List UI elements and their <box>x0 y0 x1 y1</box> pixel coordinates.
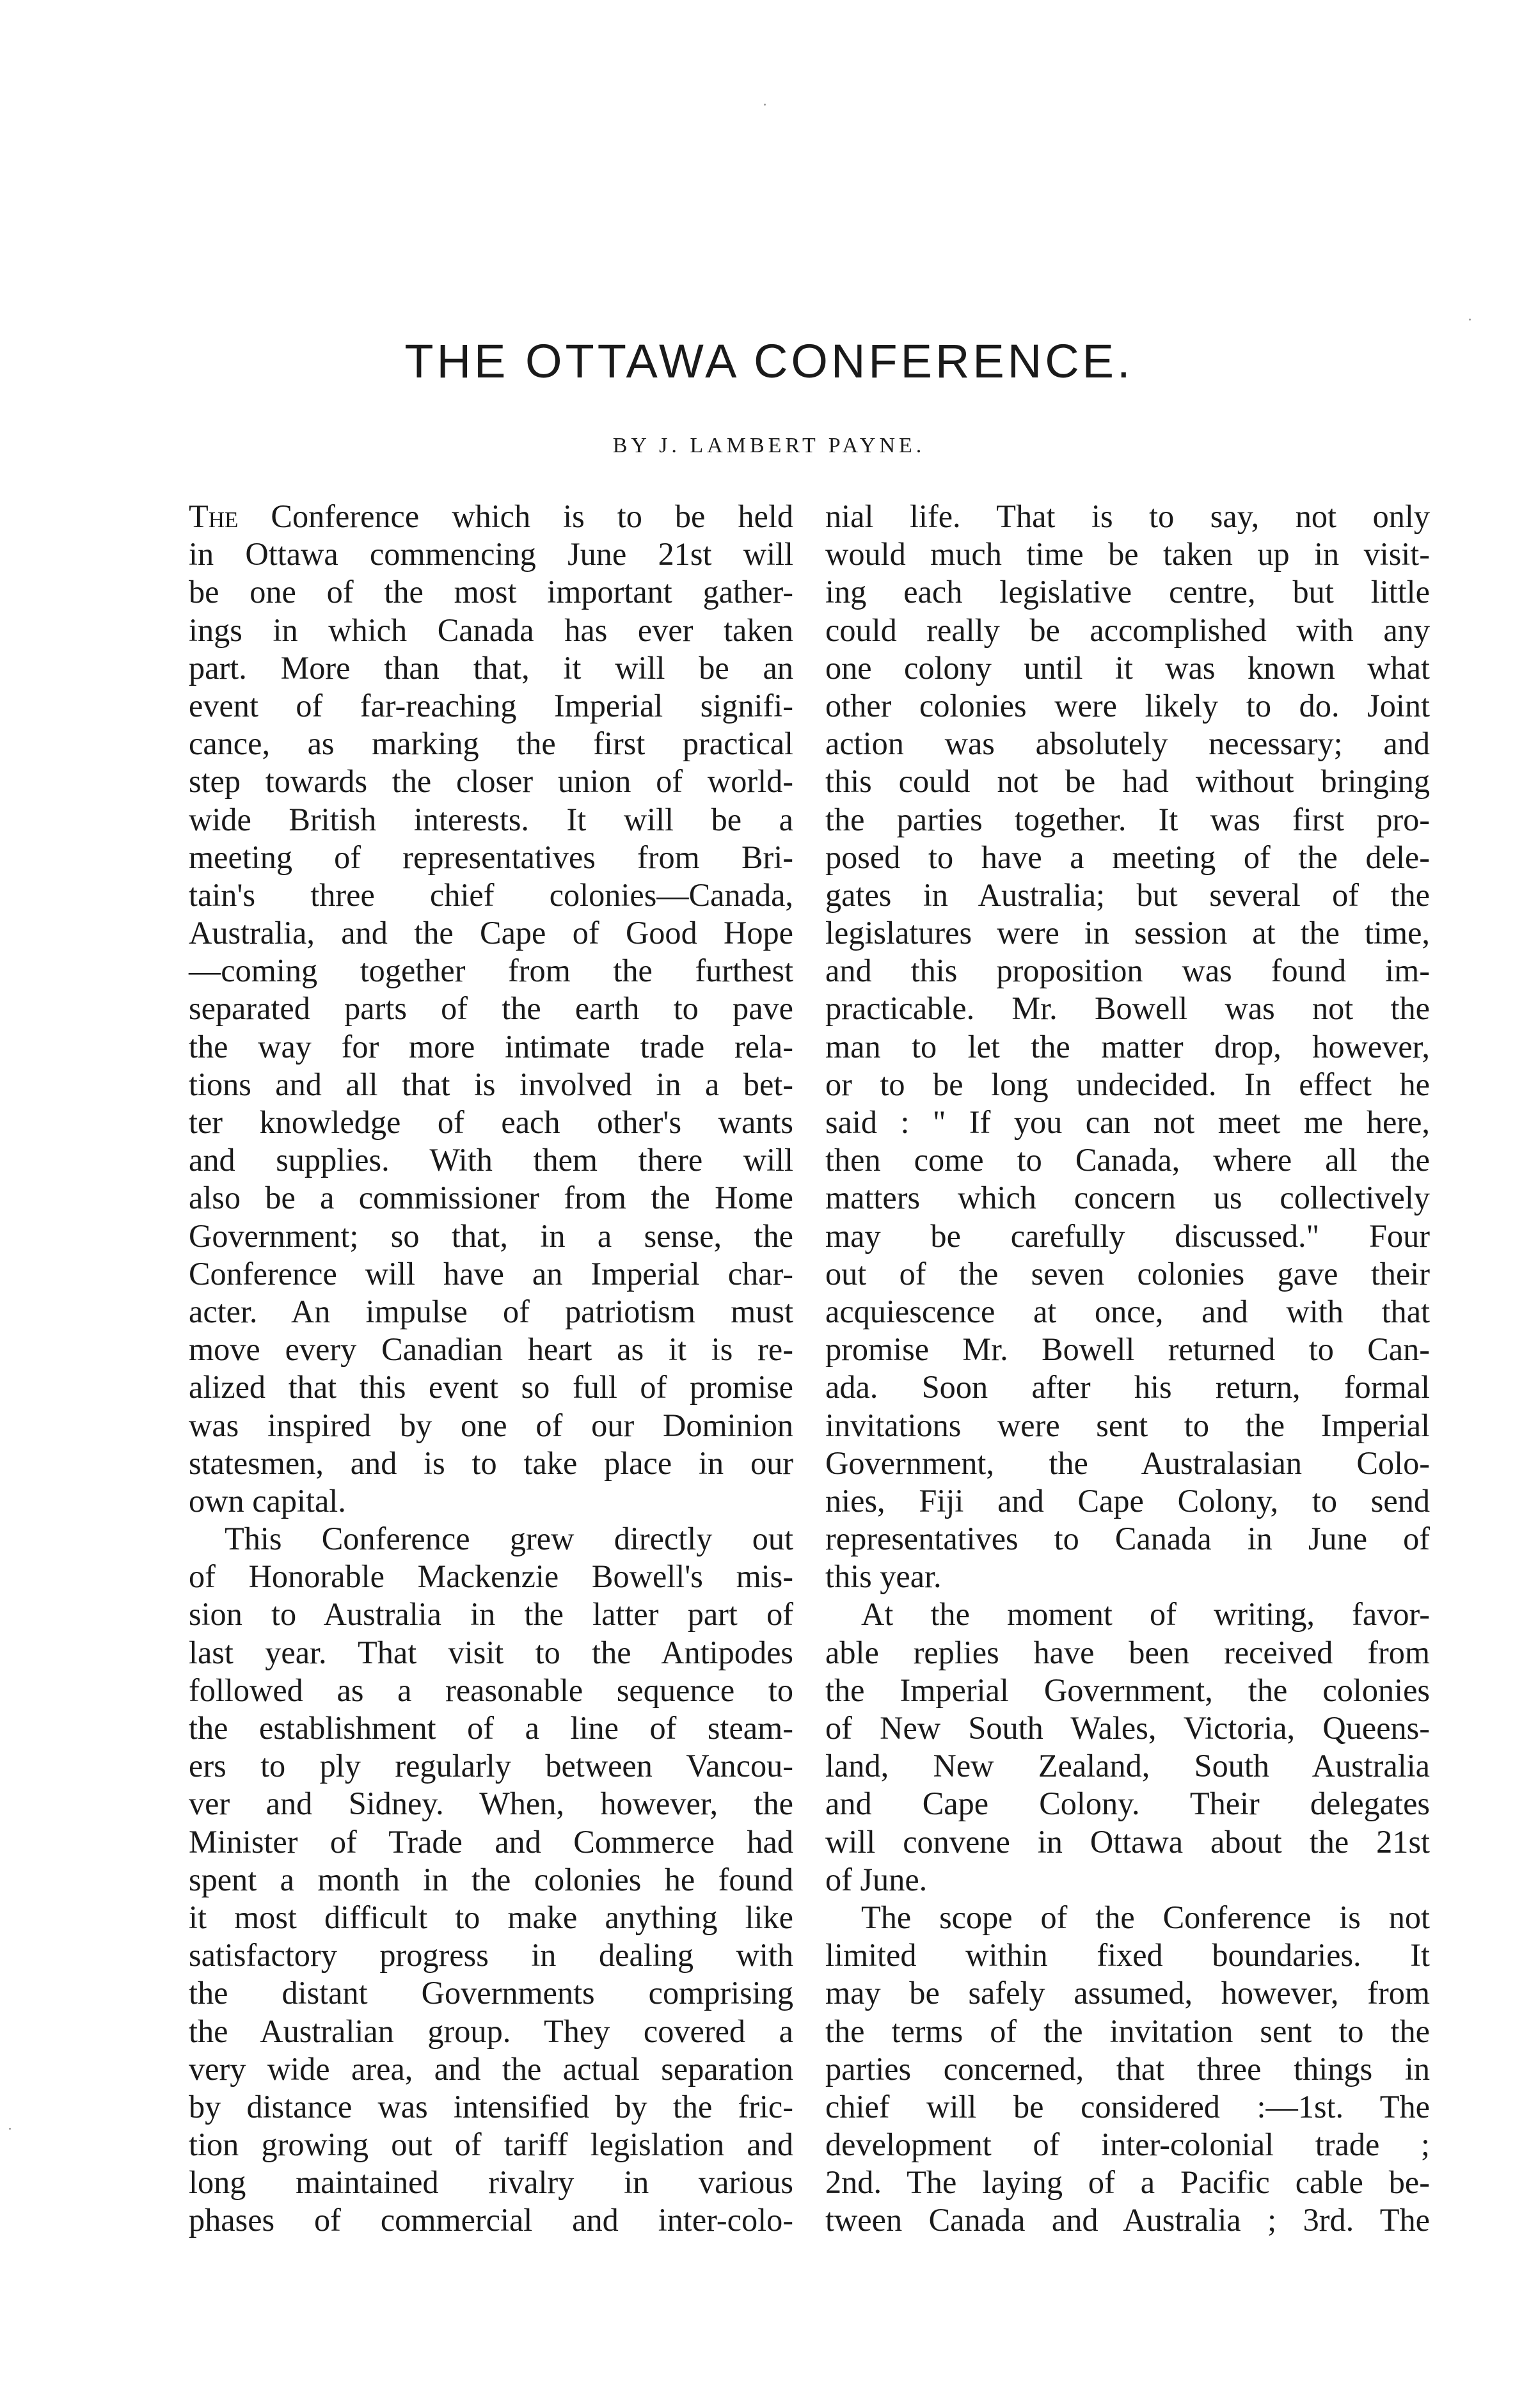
text-line: step towards the closer union of world- <box>189 763 793 800</box>
text-line: the Australian group. They covered a <box>189 2013 793 2049</box>
text-line: promise Mr. Bowell returned to Can- <box>825 1331 1430 1368</box>
text-line: and supplies. With them there will <box>189 1142 793 1178</box>
text-line: At the moment of writing, favor- <box>861 1596 1430 1633</box>
text-line: phases of commercial and inter-colo- <box>189 2202 793 2238</box>
text-line: tain's three chief colonies—Canada, <box>189 876 793 913</box>
text-line: Conference will have an Imperial char- <box>189 1255 793 1292</box>
text-line: This Conference grew directly out <box>225 1521 793 1557</box>
text-line: last year. That visit to the Antipodes <box>189 1634 793 1670</box>
text-line: parties concerned, that three things in <box>825 2050 1430 2087</box>
text-line: nial life. That is to say, not only <box>825 498 1430 534</box>
text-line: be one of the most important gather- <box>189 574 793 610</box>
text-line: this year. <box>825 1558 942 1595</box>
text-line: chief will be considered :—1st. The <box>825 2088 1430 2125</box>
text-line: ing each legislative centre, but little <box>825 574 1430 610</box>
text-line: able replies have been received from <box>825 1634 1430 1670</box>
text-line: limited within fixed boundaries. It <box>825 1937 1430 1974</box>
text-line: the Imperial Government, the colonies <box>825 1672 1430 1708</box>
text-line: long maintained rivalry in various <box>189 2164 793 2201</box>
text-line: representatives to Canada in June of <box>825 1521 1430 1557</box>
text-line: meeting of representatives from Bri- <box>189 839 793 875</box>
text-line: own capital. <box>189 1482 346 1519</box>
text-line: tions and all that is involved in a bet- <box>189 1066 793 1102</box>
text-line: action was absolutely necessary; and <box>825 725 1430 762</box>
text-line: cance, as marking the first practical <box>189 725 793 762</box>
text-line: gates in Australia; but several of the <box>825 876 1430 913</box>
paper-speck <box>764 104 766 106</box>
text-line: practicable. Mr. Bowell was not the <box>825 990 1430 1027</box>
text-line: wide British interests. It will be a <box>189 801 793 837</box>
text-line: other colonies were likely to do. Joint <box>825 687 1430 724</box>
text-line: satisfactory progress in dealing with <box>189 1937 793 1974</box>
text-line: the way for more intimate trade rela- <box>189 1028 793 1065</box>
text-line: tween Canada and Australia ; 3rd. The <box>825 2202 1430 2238</box>
text-line: acquiescence at once, and with that <box>825 1293 1430 1329</box>
text-line: of New South Wales, Victoria, Queens- <box>825 1710 1430 1746</box>
text-line: Government; so that, in a sense, the <box>189 1217 793 1254</box>
text-line: man to let the matter drop, however, <box>825 1028 1430 1065</box>
text-line: land, New Zealand, South Australia <box>825 1748 1430 1784</box>
text-line: separated parts of the earth to pave <box>189 990 793 1027</box>
text-line: was inspired by one of our Dominion <box>189 1407 793 1443</box>
text-line: Minister of Trade and Commerce had <box>189 1823 793 1860</box>
text-line: the establishment of a line of steam- <box>189 1710 793 1746</box>
text-line: ings in which Canada has ever taken <box>189 612 793 648</box>
text-line: the terms of the invitation sent to the <box>825 2013 1430 2049</box>
paper-speck <box>1469 319 1471 321</box>
text-line: nies, Fiji and Cape Colony, to send <box>825 1482 1430 1519</box>
right-column <box>825 498 1430 2240</box>
text-line: invitations were sent to the Imperial <box>825 1407 1430 1443</box>
text-line: will convene in Ottawa about the 21st <box>825 1823 1430 1860</box>
article-title: THE OTTAWA CONFERENCE. <box>404 335 1134 388</box>
article-byline: BY J. LAMBERT PAYNE. <box>612 434 926 457</box>
text-line: would much time be taken up in visit- <box>825 536 1430 573</box>
text-line: ada. Soon after his return, formal <box>825 1369 1430 1406</box>
text-line: move every Canadian heart as it is re- <box>189 1331 793 1368</box>
text-line: —coming together from the furthest <box>189 953 793 989</box>
text-line: may be safely assumed, however, from <box>825 1975 1430 2011</box>
text-line: sion to Australia in the latter part of <box>189 1596 793 1633</box>
text-line: matters which concern us collectively <box>825 1180 1430 1216</box>
text-line: ers to ply regularly between Vancou- <box>189 1748 793 1784</box>
text-line: may be carefully discussed." Four <box>825 1217 1430 1254</box>
text-line: the parties together. It was first pro- <box>825 801 1430 837</box>
text-line: said : " If you can not meet me here, <box>825 1104 1430 1140</box>
text-line: very wide area, and the actual separation <box>189 2050 793 2087</box>
text-line: this could not be had without bringing <box>825 763 1430 800</box>
text-line: alized that this event so full of promise <box>189 1369 793 1406</box>
text-line: of Honorable Mackenzie Bowell's mis- <box>189 1558 793 1595</box>
text-line: statesmen, and is to take place in our <box>189 1445 793 1481</box>
text-line: Government, the Australasian Colo- <box>825 1445 1430 1481</box>
text-line: and Cape Colony. Their delegates <box>825 1786 1430 1822</box>
text-line: by distance was intensified by the fric- <box>189 2088 793 2125</box>
text-line: 2nd. The laying of a Pacific cable be- <box>825 2164 1430 2201</box>
text-line: posed to have a meeting of the dele- <box>825 839 1430 875</box>
text-line: or to be long undecided. In effect he <box>825 1066 1430 1102</box>
text-line: ver and Sidney. When, however, the <box>189 1786 793 1822</box>
text-line: part. More than that, it will be an <box>189 649 793 686</box>
text-line: legislatures were in session at the time, <box>825 915 1430 951</box>
text-line: in Ottawa commencing June 21st will <box>189 536 793 573</box>
text-line: event of far-reaching Imperial signifi- <box>189 687 793 724</box>
text-line: could really be accomplished with any <box>825 612 1430 648</box>
paper-speck <box>9 2128 11 2130</box>
text-line: tion growing out of tariff legislation and <box>189 2127 793 2163</box>
text-line: acter. An impulse of patriotism must <box>189 1293 793 1329</box>
text-line: and this proposition was found im- <box>825 953 1430 989</box>
text-line: then come to Canada, where all the <box>825 1142 1430 1178</box>
text-line: of June. <box>825 1861 928 1897</box>
text-line: ter knowledge of each other's wants <box>189 1104 793 1140</box>
text-line: it most difficult to make anything like <box>189 1899 793 1935</box>
text-line: one colony until it was known what <box>825 649 1430 686</box>
text-line: The scope of the Conference is not <box>861 1899 1430 1935</box>
text-line: out of the seven colonies gave their <box>825 1255 1430 1292</box>
text-line: development of inter-colonial trade ; <box>825 2127 1430 2163</box>
left-column <box>189 498 793 2240</box>
text-line: followed as a reasonable sequence to <box>189 1672 793 1708</box>
text-line: spent a month in the colonies he found <box>189 1861 793 1897</box>
text-line: Australia, and the Cape of Good Hope <box>189 915 793 951</box>
text-line: the distant Governments comprising <box>189 1975 793 2011</box>
text-line: also be a commissioner from the Home <box>189 1180 793 1216</box>
text-line: The Conference which is to be held <box>189 498 793 534</box>
